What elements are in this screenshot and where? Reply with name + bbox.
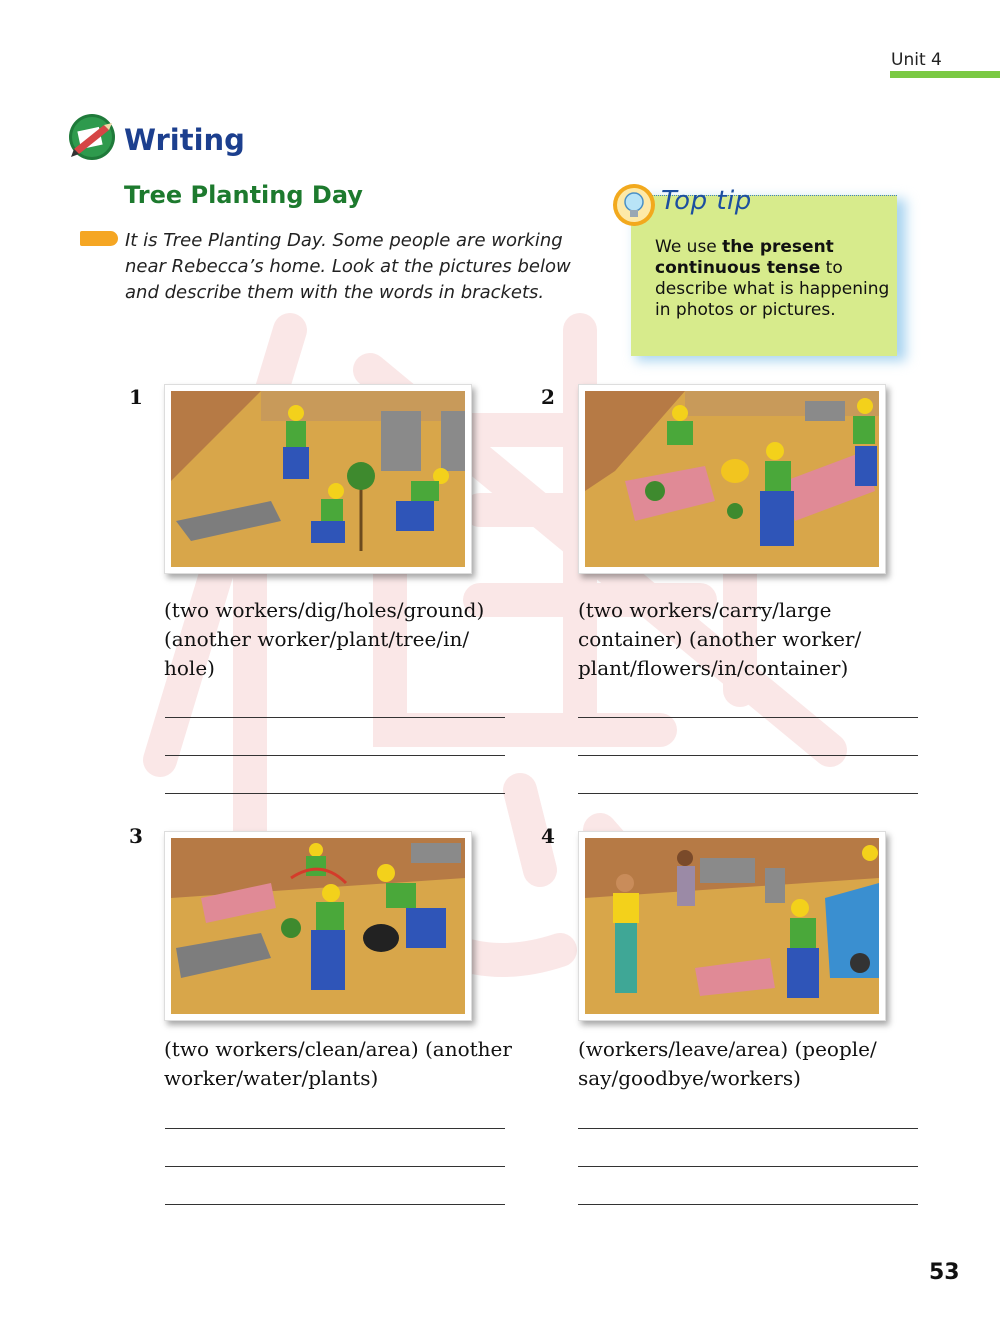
answer-line[interactable] <box>578 717 918 718</box>
tip-text-bold: the present continuous tense <box>655 237 834 278</box>
answer-line[interactable] <box>165 1166 505 1167</box>
picture-people-waving <box>585 838 879 1014</box>
instruction-marker <box>80 231 118 246</box>
exercise-picture <box>164 831 472 1021</box>
pencil-paper-icon <box>66 113 118 161</box>
tip-text-part: We use <box>655 237 723 257</box>
answer-line[interactable] <box>165 755 505 756</box>
instruction-text: It is Tree Planting Day. Some people are working near Rebecca’s home. Look at the pictures below and describe them with the words in brackets. <box>125 230 571 303</box>
section-title: Writing <box>124 123 245 157</box>
answer-line[interactable] <box>578 1128 918 1129</box>
exercise-subtitle: Tree Planting Day <box>124 181 363 209</box>
picture-workers-cleaning <box>171 838 465 1014</box>
answer-line[interactable] <box>165 793 505 794</box>
answer-line[interactable] <box>165 1204 505 1205</box>
exercise-number: 4 <box>541 824 555 848</box>
page-number: 53 <box>929 1260 960 1285</box>
exercise-prompt: (workers/leave/area) (people/ say/goodbye/workers) <box>578 1037 877 1090</box>
unit-label: Unit 4 <box>891 50 942 70</box>
answer-line[interactable] <box>578 793 918 794</box>
exercise-prompt: (two workers/dig/holes/ground) (another worker/plant/tree/in/ hole) <box>164 598 485 680</box>
answer-line[interactable] <box>165 1128 505 1129</box>
exercise-prompt: (two workers/clean/area) (another worker/water/plants) <box>164 1037 512 1090</box>
exercise-picture <box>578 384 886 574</box>
top-tip-text <box>655 237 893 321</box>
tip-text-part: to describe what is happening in photos or pictures. <box>655 258 890 320</box>
exercise-number: 2 <box>541 385 555 409</box>
exercise-number: 3 <box>129 824 143 848</box>
unit-accent-bar <box>890 71 1000 78</box>
answer-line[interactable] <box>165 717 505 718</box>
top-tip-title: Top tip <box>661 186 752 216</box>
picture-workers-carrying <box>585 391 879 567</box>
exercise-picture <box>578 831 886 1021</box>
answer-line[interactable] <box>578 1166 918 1167</box>
answer-line[interactable] <box>578 1204 918 1205</box>
lightbulb-icon <box>612 183 656 227</box>
answer-line[interactable] <box>578 755 918 756</box>
picture-workers-digging <box>171 391 465 567</box>
exercise-picture <box>164 384 472 574</box>
exercise-number: 1 <box>129 385 143 409</box>
exercise-prompt: (two workers/carry/large container) (another worker/ plant/flowers/in/container) <box>578 598 862 680</box>
